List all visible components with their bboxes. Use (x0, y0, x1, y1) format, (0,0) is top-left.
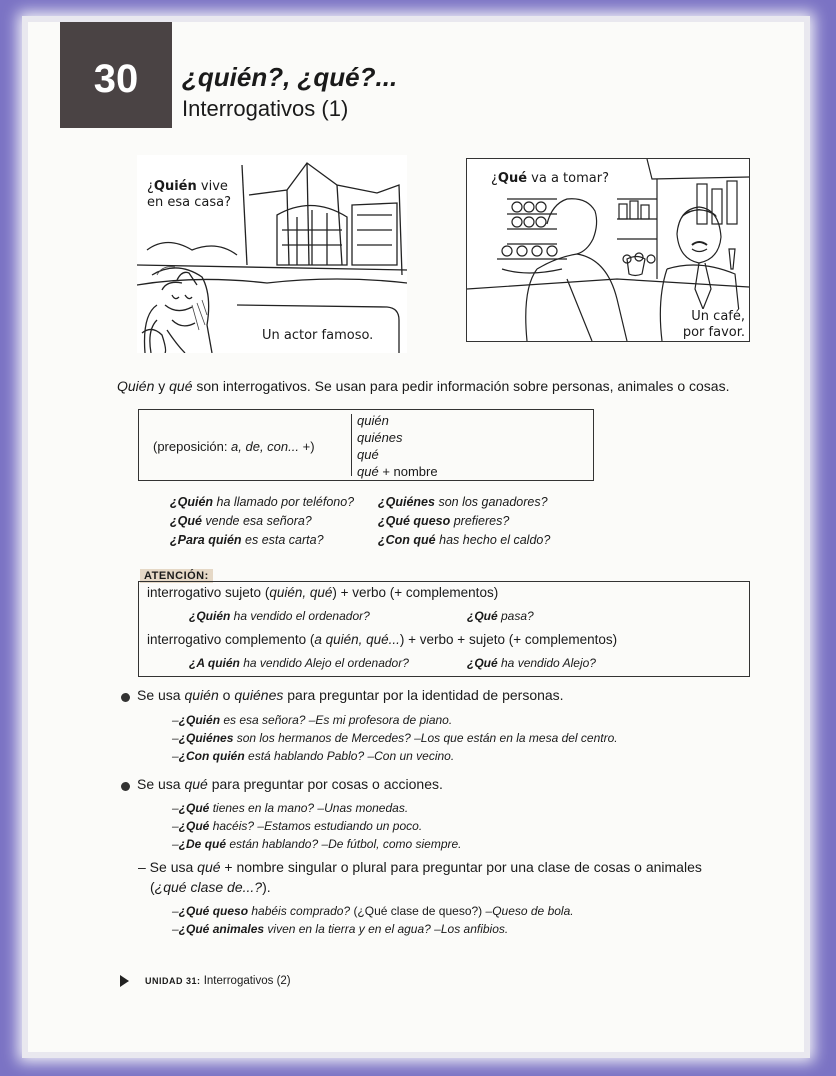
section3-italic1: qué (197, 859, 221, 875)
section3-heading-line2 (150, 879, 271, 895)
table-option-1: quién (357, 413, 389, 428)
section2-example-1 (172, 801, 408, 815)
attention-example-4 (467, 656, 596, 670)
attention-example-2 (467, 609, 534, 623)
example-bold: ¿A quién (189, 656, 240, 670)
attention-example-3 (189, 656, 409, 670)
table-options (357, 412, 438, 480)
section3-a: – Se usa (138, 859, 198, 875)
examples-left (170, 493, 354, 550)
section1-a: Se usa (137, 687, 185, 703)
section2-c: para preguntar por cosas o acciones. (207, 776, 443, 792)
example-bold: ¿Para quién (170, 533, 242, 547)
example-bold: ¿Quiénes (378, 495, 435, 509)
left-question-bubble (147, 179, 231, 211)
attention-line1-italic: quién, qué (269, 585, 333, 600)
example-line (170, 531, 354, 550)
section1-italic2: quiénes (234, 687, 284, 703)
table-option-2: quiénes (357, 430, 403, 445)
section2-a: Se usa (137, 776, 185, 792)
section2-italic1: qué (184, 776, 208, 792)
example-rest: has hecho el caldo? (435, 533, 551, 547)
left-question-pre: ¿ (147, 179, 154, 194)
left-question-post: vive (196, 179, 228, 194)
example-rest: viven en la tierra y en el agua? –Los anfibios. (264, 922, 509, 936)
example-rest: –Queso de bola. (482, 904, 574, 918)
intro-word1: Quién (117, 378, 155, 394)
table-left-pre: (preposición: (153, 439, 232, 454)
table-option-3: qué (357, 447, 379, 462)
section3-heading (138, 859, 702, 875)
example-rest: ha vendido el ordenador? (230, 609, 370, 623)
example-bold: ¿Qué queso (178, 904, 249, 918)
unit-number-badge (60, 22, 172, 128)
section1-italic1: quién (184, 687, 219, 703)
illustration-bar (466, 158, 750, 342)
section1-example-2 (172, 731, 618, 745)
table-option-4-post: + nombre (378, 464, 438, 479)
example-line (378, 512, 550, 531)
section2-heading (137, 776, 443, 792)
attention-line2-a: interrogativo complemento ( (147, 632, 315, 647)
table-left-italic: a, de, con... (231, 439, 299, 454)
intro-text2: son interrogativos. Se usan para pedir información sobre personas, animales o cosas. (192, 378, 730, 394)
left-question-line2: en esa casa? (147, 195, 231, 210)
example-line (378, 531, 550, 550)
attention-box (138, 581, 750, 677)
dash: – (172, 713, 179, 727)
unit-number: 30 (93, 56, 139, 101)
attention-example-1 (189, 609, 370, 623)
grammar-table (138, 409, 594, 481)
section3-c-post: ). (262, 879, 271, 895)
example-rest: es esta carta? (241, 533, 324, 547)
right-answer-bubble (665, 309, 745, 341)
right-question-pre: ¿ (491, 171, 498, 186)
dash: – (172, 819, 179, 833)
intro-text1: y (154, 378, 170, 394)
example-rest: son los ganadores? (434, 495, 548, 509)
example-bold: ¿Qué (467, 609, 498, 623)
example-bold: ¿Quién (178, 713, 221, 727)
example-rest: ha vendido Alejo el ordenador? (239, 656, 409, 670)
section3-c-pre: ( (150, 879, 155, 895)
illustration-house (137, 155, 407, 353)
dash: – (172, 749, 179, 763)
attention-line1-b: ) + verbo (+ complementos) (332, 585, 499, 600)
example-rest: vende esa señora? (201, 514, 312, 528)
footer-crossref[interactable] (120, 975, 291, 987)
dash: – (172, 801, 179, 815)
attention-line2-italic: a quién, qué... (314, 632, 400, 647)
example-bold: ¿Qué (178, 819, 210, 833)
footer-unit-label: UNIDAD 31: (145, 976, 201, 987)
attention-line1-a: interrogativo sujeto ( (147, 585, 270, 600)
bullet-icon (121, 782, 130, 791)
example-line (378, 493, 550, 512)
section2-example-2 (172, 819, 422, 833)
example-bold: ¿Con quién (178, 749, 245, 763)
section1-heading (137, 687, 564, 703)
section2-example-3 (172, 837, 462, 851)
right-question-post: va a tomar? (527, 171, 609, 186)
footer-unit-title: Interrogativos (2) (200, 975, 291, 988)
section1-example-3 (172, 749, 454, 763)
example-rest: pasa? (497, 609, 534, 623)
intro-word2: qué (169, 378, 193, 394)
page-title: ¿quién?, ¿qué?... (182, 62, 398, 92)
dash: – (172, 837, 179, 851)
section3-example-2 (172, 922, 508, 936)
example-rest: prefieres? (450, 514, 510, 528)
example-bold: ¿Qué (170, 514, 202, 528)
example-line (170, 512, 354, 531)
example-bold: ¿Quién (170, 495, 214, 509)
example-rest: está hablando Pablo? –Con un vecino. (244, 749, 455, 763)
section1-b: o (218, 687, 235, 703)
example-rest: están hablando? –De fútbol, como siempre. (226, 837, 462, 851)
example-rest: ha llamado por teléfono? (213, 495, 355, 509)
section1-c: para preguntar por la identidad de personas. (283, 687, 564, 703)
left-answer-bubble: Un actor famoso. (262, 328, 374, 343)
example-bold: ¿De qué (178, 837, 227, 851)
attention-label: ATENCIÓN: (140, 569, 213, 583)
section3-c-italic: ¿qué clase de...? (154, 879, 263, 895)
dash: – (172, 731, 179, 745)
example-rest: ha vendido Alejo? (497, 656, 596, 670)
section1-example-1 (172, 713, 452, 727)
intro-text (117, 378, 729, 394)
example-bold: ¿Con qué (378, 533, 436, 547)
example-bold: ¿Quién (189, 609, 231, 623)
right-question-bubble (491, 171, 609, 187)
table-left-cell (153, 439, 315, 454)
example-bold: ¿Qué (467, 656, 498, 670)
right-question-bold: Qué (497, 171, 528, 186)
example-rest: tienes en la mano? –Unas monedas. (209, 801, 409, 815)
table-option-4: qué (357, 464, 379, 479)
attention-line-2 (147, 632, 617, 647)
example-rest: hacéis? –Estamos estudiando un poco. (209, 819, 423, 833)
page-subtitle: Interrogativos (1) (182, 96, 349, 121)
example-rest: habéis comprado? (248, 904, 354, 918)
dash: – (172, 922, 179, 936)
left-question-bold: Quién (153, 179, 197, 194)
right-answer-line1: Un café, (691, 309, 745, 324)
example-bold: ¿Quiénes (178, 731, 234, 745)
play-arrow-icon (120, 975, 129, 987)
table-left-post: +) (298, 439, 315, 454)
table-divider (351, 414, 352, 476)
attention-line2-b: ) + verbo + sujeto (+ complementos) (399, 632, 618, 647)
example-bold: ¿Qué queso (378, 514, 451, 528)
dash: – (172, 904, 179, 918)
bullet-icon (121, 693, 130, 702)
example-note: (¿Qué clase de queso?) (353, 904, 483, 918)
example-rest: es esa señora? –Es mi profesora de piano. (220, 713, 453, 727)
examples-right (378, 493, 550, 550)
example-line (170, 493, 354, 512)
attention-line-1 (147, 585, 498, 600)
right-answer-line2: por favor. (682, 325, 745, 340)
example-bold: ¿Qué (178, 801, 210, 815)
section3-example-1 (172, 904, 574, 918)
section3-b: + nombre singular o plural para preguntar por una clase de cosas o animales (220, 859, 702, 875)
example-rest: son los hermanos de Mercedes? –Los que están en la mesa del centro. (233, 731, 618, 745)
example-bold: ¿Qué animales (178, 922, 265, 936)
